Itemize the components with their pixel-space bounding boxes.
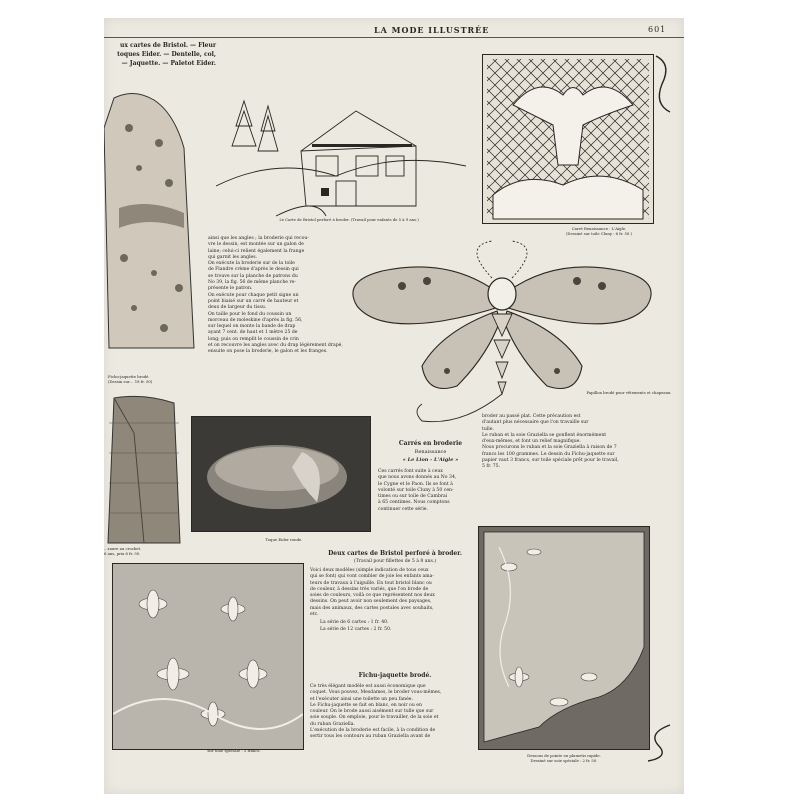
bristol-line: etc. — [310, 612, 319, 618]
carres-line: Ces carrés font suite à ceux — [378, 469, 443, 474]
bristol-price-2: La série de 12 cartes : 2 fr. 50. — [320, 626, 392, 632]
fichu-line: du ruban Graziella. — [310, 721, 355, 727]
fichu-line: sertir tous les contours au ruban Graziella avant de — [310, 734, 431, 740]
header-rule — [104, 37, 684, 38]
right-line: francs les 100 grammes. Le dessin du Fichu-jaquette sur — [482, 451, 615, 457]
caption-lace-right — [484, 753, 644, 763]
caption-line: …raure au crochet. — [104, 546, 142, 551]
right-line: Nous procurons le ruban et la soie Graziella à raison de 7 — [482, 445, 617, 451]
carres-line: volonté sur toile Cluny à 50 cen- — [378, 487, 454, 493]
bristol-price-1: La série de 6 cartes : 1 fr. 40. — [320, 620, 389, 626]
article-mid — [208, 236, 343, 356]
caption-line: (Dessin sur… 18 fr. 50) — [108, 379, 153, 384]
caption-line: (Dessiné sur toile Cluny : 6 fr. 50.) — [565, 231, 633, 236]
article-line: vre le dessin, est montée sur un galon de — [208, 242, 304, 248]
fichu-line: et l'exécuter ainsi une toilette un peu fanée. — [310, 696, 413, 702]
article-line: se trouve sur la planche de patrons du — [208, 273, 298, 279]
caption-toque: Toque Eider ronde. — [265, 537, 303, 542]
page-header-title: LA MODE ILLUSTRÉE — [374, 25, 490, 35]
article-line: ayant 7 cent. de haut et 1 mètre 25 de — [208, 330, 298, 336]
article-line: sur lequel on monte la bande de drap — [208, 324, 296, 330]
article-line: On exécute pour chaque petit signe un — [208, 292, 299, 298]
caption-line: Dessiné sur soie spéciale : 2 fr. 50. — [530, 758, 598, 763]
right-column-text — [482, 414, 632, 471]
page-number: 601 — [648, 25, 667, 34]
carres-line: le Cygne et le Paon. Ils se font à — [378, 481, 453, 487]
caption-line: 6 ans, prix 6 fr. 50. — [104, 551, 141, 556]
ornament-scroll-icon — [652, 54, 674, 114]
summary-line: — Jaquette. — Paletot Eider. — [121, 60, 216, 67]
carres-sub2: « Le Lion - L'Aigle » — [402, 457, 459, 463]
fichu-line: soie souple. On emploie, pour le travailler, de la soie et — [310, 715, 439, 721]
article-line: ensuite on pose la broderie, le galon et les franges. — [208, 349, 328, 355]
summary-line: ux cartes de Bristol. — Fleur — [120, 42, 216, 49]
caption-crochet — [104, 546, 184, 556]
bristol-line: mais des animaux, des cartes postales avec souhaits, — [310, 605, 434, 611]
caption-eagle — [534, 226, 664, 236]
article-line: point biaisé sur un carré de hauteur et — [208, 298, 299, 304]
bristol-line: dessins. On peut avoir non seulement des paysages, — [310, 599, 432, 605]
right-line: 5 fr. 75. — [482, 464, 500, 470]
fichu-line: coquet. Vous pouvez, Mesdames, le broder vous-mêmes, — [310, 690, 442, 696]
toque-eider-photo — [191, 416, 371, 532]
article-line: long; puis on remplit le coussin de crin — [208, 336, 299, 342]
bristol-section — [310, 550, 480, 633]
lace-panel-right — [478, 526, 650, 750]
summary-line: toques Eider. — Dentelle, col, — [117, 51, 216, 58]
right-line: d'eux-mêmes, et font un relief magnifique. — [482, 439, 581, 445]
article-line: morceau de moleskine d'après la fig. 56, — [208, 317, 303, 323]
ornament-scroll-icon — [644, 723, 674, 763]
crochet-coat-figure — [104, 393, 184, 545]
eagle-renaissance-square — [482, 54, 654, 224]
bristol-line: qui se font) qui vont combler de joie les enfants ama- — [310, 574, 434, 580]
carres-line: times ou sur toile de Cambrai — [378, 494, 448, 500]
article-line: présente le patron. — [208, 286, 253, 292]
bristol-line: Voici deux modèles (simple indication de tous ceux — [310, 568, 429, 573]
fichu-body — [310, 684, 480, 741]
right-line: tulle. — [482, 426, 494, 432]
carres-title: Carrés en broderie — [398, 440, 463, 447]
caption-butterfly: Papillon brodé pour vêtements et chapeaux. — [586, 390, 672, 395]
fichu-title: Fichu-jaquette brodé. — [358, 672, 432, 679]
article-line: qui garnit les angles. — [208, 254, 258, 260]
caption-line: Carré Renaissance : L'Aigle. — [571, 226, 627, 231]
carres-subtitle: Renaissance — [414, 449, 447, 455]
bristol-card-house-drawing — [216, 56, 466, 221]
caption-line: Dessous de pointe en plumetis rapide. — [527, 753, 601, 758]
fichu-line: couleur. On le brode aussi aisément sur tulle que sur — [310, 709, 434, 715]
bristol-body — [310, 568, 480, 633]
right-line: broder au passé plat. Cette précaution est — [482, 414, 581, 419]
caption-line: Fichu-jaquette brodé. — [108, 374, 150, 379]
carres-line: que nous avons donnés au No 34, — [378, 475, 457, 481]
right-line: d'autant plus nécessaire que l'on travaille sur — [482, 420, 589, 426]
fichu-section — [310, 672, 480, 741]
fichu-line: L'exécution de la broderie est facile, à la condition de — [310, 728, 436, 734]
bristol-title: Deux cartes de Bristol perforé à broder. — [328, 550, 462, 557]
article-line: On exécute la broderie sur de la toile — [208, 261, 295, 267]
bristol-subtitle: (Travail pour fillettes de 5 à 8 ans.) — [353, 559, 437, 564]
right-line: papier vaut 3 francs, sur toile spéciale prêt pour le travail, — [482, 458, 619, 464]
carres-line: continuer cette série. — [378, 506, 428, 512]
article-line: deux de largeur du tissu. — [208, 305, 267, 311]
summary-block — [104, 41, 216, 68]
fichu-line: Le Fichu-jaquette se fait en blanc, en noir ou en — [310, 702, 422, 708]
lace-panel-left — [112, 563, 304, 750]
caption-lace-left: sur toile spéciale : 5 francs. — [207, 748, 261, 753]
bristol-line: de couleur, à dessins très variés, que l'on brode de — [310, 586, 429, 592]
fichu-line: Ce très élégant modèle est aussi économique que — [310, 684, 426, 689]
fichu-jaquette-figure — [104, 88, 199, 373]
bristol-line: soies de couleurs, voilà ce que représentent nos deux — [310, 593, 435, 599]
article-line: No 39, la fig. 56 de même planche re- — [208, 280, 296, 286]
article-line: laine; celui-ci relient également la frange — [208, 248, 305, 254]
caption-fichu-left — [108, 374, 198, 384]
carres-body — [378, 469, 483, 513]
right-line: Le ruban et la soie Graziella se gonflent énormément — [482, 432, 607, 438]
carres-line: à 65 centimes. Nous comptons — [378, 500, 450, 506]
bristol-line: teurs de travaux à l'aiguille. En tout bristol blanc ou — [310, 580, 432, 586]
article-line: de Flandre crème d'après le dessin qui — [208, 267, 299, 273]
caption-house: 2e Carte de Bristol perforé à broder. (Travail pour enfants de 5 à 9 ans.) — [279, 217, 419, 222]
magazine-page — [104, 18, 684, 794]
carres-section — [378, 440, 483, 513]
article-line: On taille pour le fond du coussin un — [208, 311, 292, 317]
article-line: et on recouvre les angles avec du drap légèrement drapé, — [208, 343, 343, 349]
article-line: ainsi que les angles ; la broderie qui recou- — [208, 236, 309, 241]
